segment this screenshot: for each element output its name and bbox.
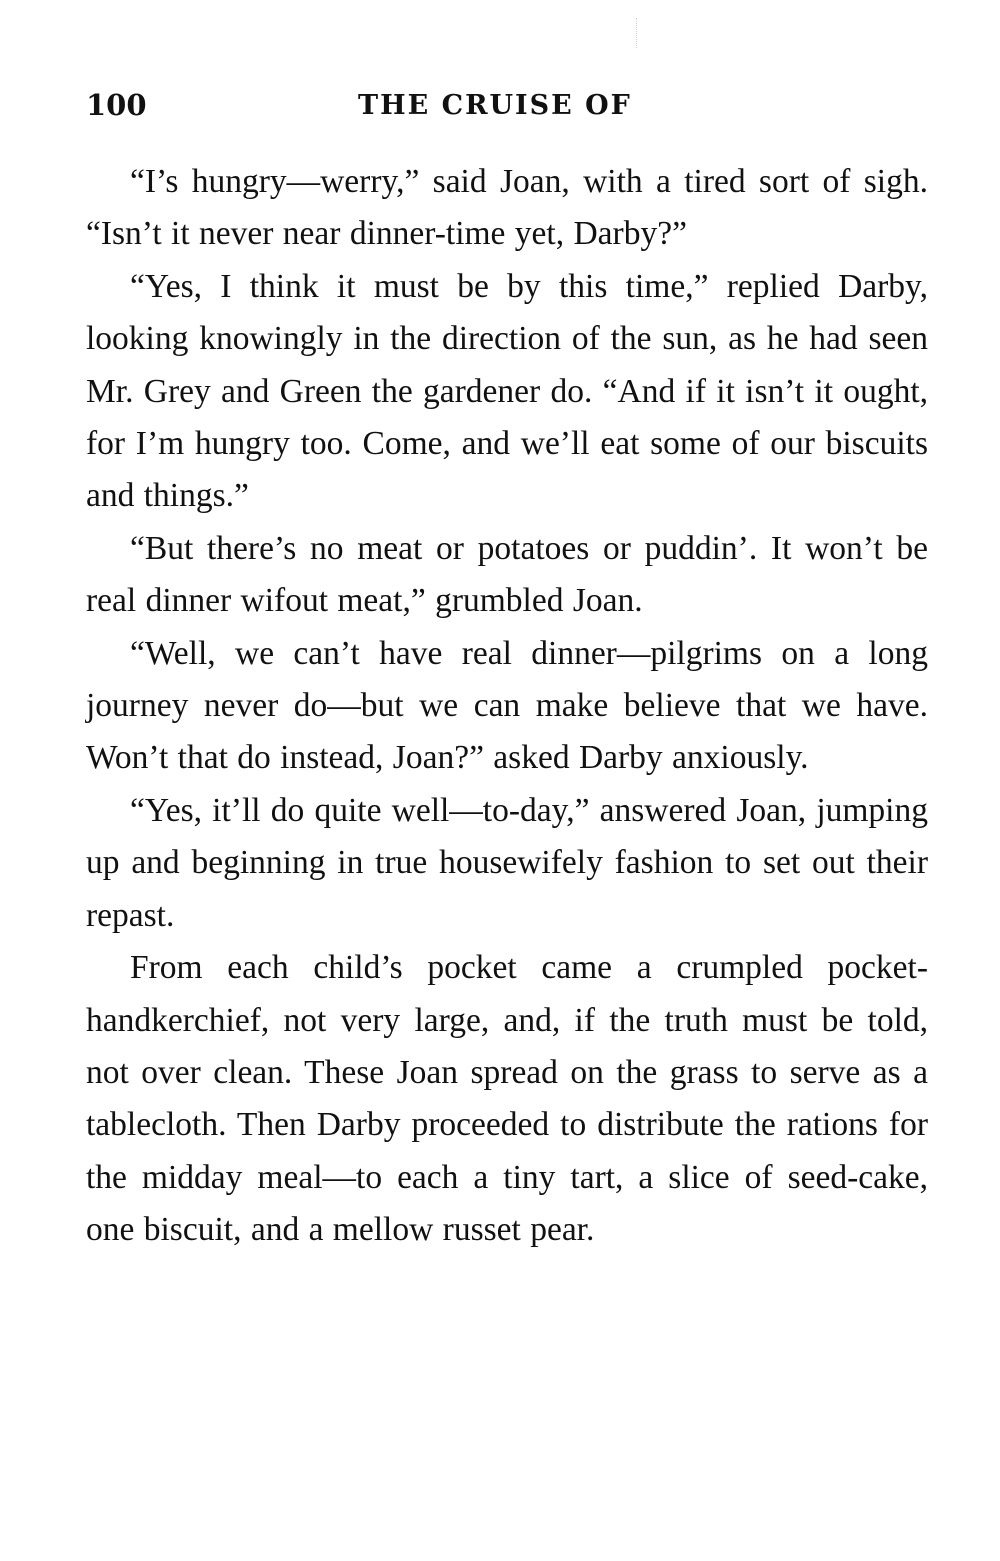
paragraph: “Well, we can’t have real dinner—pilgrims on a long journey never do—but we can make believe that we have. Won’t that do instead, Joan?” asked Darby anxiously. [86, 634, 928, 777]
page-number: 100 [86, 88, 147, 122]
paragraph: From each child’s pocket came a crumpled pocket-handkerchief, not very large, and, if the truth must be told, not over clean. These Joan spread on the grass to serve as a tablecloth. Then Darby proceeded to distribute the rations for the midday meal—to each a tiny tart, a slice of seed-cake, one biscuit, and a mellow russet pear. [86, 949, 928, 1249]
paragraph: “I’s hungry—werry,” said Joan, with a tired sort of sigh. “Isn’t it never near dinner-time yet, Darby?” [86, 163, 928, 253]
paragraph: “Yes, it’ll do quite well—to-day,” answered Joan, jumping up and beginning in true housewifely fashion to set out their repast. [86, 791, 928, 934]
page-header [86, 88, 928, 128]
body-text [86, 156, 928, 1257]
scan-artifact [636, 18, 639, 48]
paragraph: “Yes, I think it must be by this time,” replied Darby, looking knowingly in the direction of the sun, as he had seen Mr. Grey and Green the gardener do. “And if it isn’t it ought, for I’m hungry too. Come, and we’ll eat some of our biscuits and things.” [86, 267, 928, 515]
paragraph: “But there’s no meat or potatoes or puddin’. It won’t be real dinner wifout meat,” grumbled Joan. [86, 529, 928, 620]
running-head: THE CRUISE OF [358, 90, 632, 121]
